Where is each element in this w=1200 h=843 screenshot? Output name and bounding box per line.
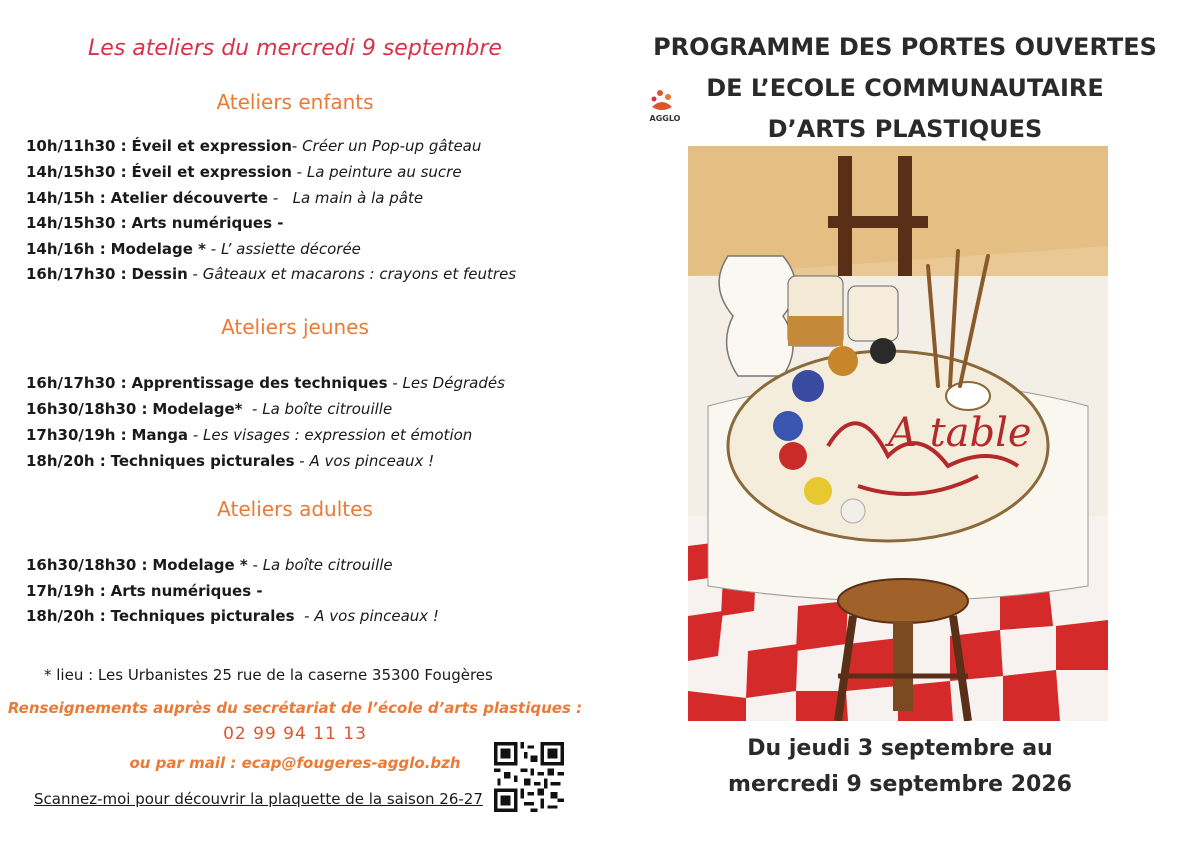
section-title-adultes: Ateliers adultes bbox=[217, 497, 373, 521]
workshop-line: 16h/17h30 : Apprentissage des techniques - Les Dégradés bbox=[26, 374, 505, 392]
workshop-line: 14h/16h : Modelage * - L’ assiette décorée bbox=[26, 240, 361, 258]
workshop-line: 10h/11h30 : Éveil et expression- Créer un Pop-up gâteau bbox=[26, 137, 482, 155]
section-title-jeunes: Ateliers jeunes bbox=[221, 315, 369, 339]
workshop-line: 16h30/18h30 : Modelage* - La boîte citrouille bbox=[26, 400, 393, 418]
email-link[interactable]: ou par mail : ecap@fougeres-agglo.bzh bbox=[129, 754, 461, 772]
painting-script-text: A table bbox=[888, 410, 1032, 456]
workshop-line: 18h/20h : Techniques picturales - A vos pinceaux ! bbox=[26, 452, 435, 470]
dates-line-1: Du jeudi 3 septembre au bbox=[747, 736, 1053, 761]
workshop-line: 16h30/18h30 : Modelage * - La boîte citrouille bbox=[26, 556, 393, 574]
workshop-line: 16h/17h30 : Dessin - Gâteaux et macarons : crayons et feutres bbox=[26, 265, 517, 283]
a-table-painting bbox=[688, 146, 1108, 721]
location-note: * lieu : Les Urbanistes 25 rue de la caserne 35300 Fougères bbox=[44, 666, 493, 684]
workshop-line: 17h/19h : Arts numériques - bbox=[26, 582, 263, 600]
workshop-line: 17h30/19h : Manga - Les visages : expression et émotion bbox=[26, 426, 473, 444]
program-title-line-1: PROGRAMME DES PORTES OUVERTES bbox=[653, 33, 1157, 61]
main-title: Les ateliers du mercredi 9 septembre bbox=[88, 36, 502, 61]
info-text: Renseignements auprès du secrétariat de l’école d’arts plastiques : bbox=[7, 699, 583, 717]
workshop-line: 14h/15h30 : Arts numériques - bbox=[26, 214, 284, 232]
left-panel bbox=[0, 0, 590, 843]
section-title-enfants: Ateliers enfants bbox=[216, 90, 374, 114]
scan-link[interactable]: Scannez-moi pour découvrir la plaquette de la saison 26-27 bbox=[34, 790, 483, 808]
workshop-line: 18h/20h : Techniques picturales - A vos pinceaux ! bbox=[26, 607, 439, 625]
program-title-line-2: DE L’ECOLE COMMUNAUTAIRE bbox=[706, 74, 1104, 102]
workshop-line: 14h/15h : Atelier découverte - La main à la pâte bbox=[26, 189, 424, 207]
program-title-line-3: D’ARTS PLASTIQUES bbox=[767, 115, 1043, 143]
workshop-line: 14h/15h30 : Éveil et expression - La peinture au sucre bbox=[26, 163, 462, 181]
dates-line-2: mercredi 9 septembre 2026 bbox=[728, 772, 1072, 797]
phone-number[interactable]: 02 99 94 11 13 bbox=[223, 724, 367, 744]
agglo-logo-text: AGGLO bbox=[649, 114, 681, 123]
qr-code-icon[interactable] bbox=[494, 742, 564, 812]
